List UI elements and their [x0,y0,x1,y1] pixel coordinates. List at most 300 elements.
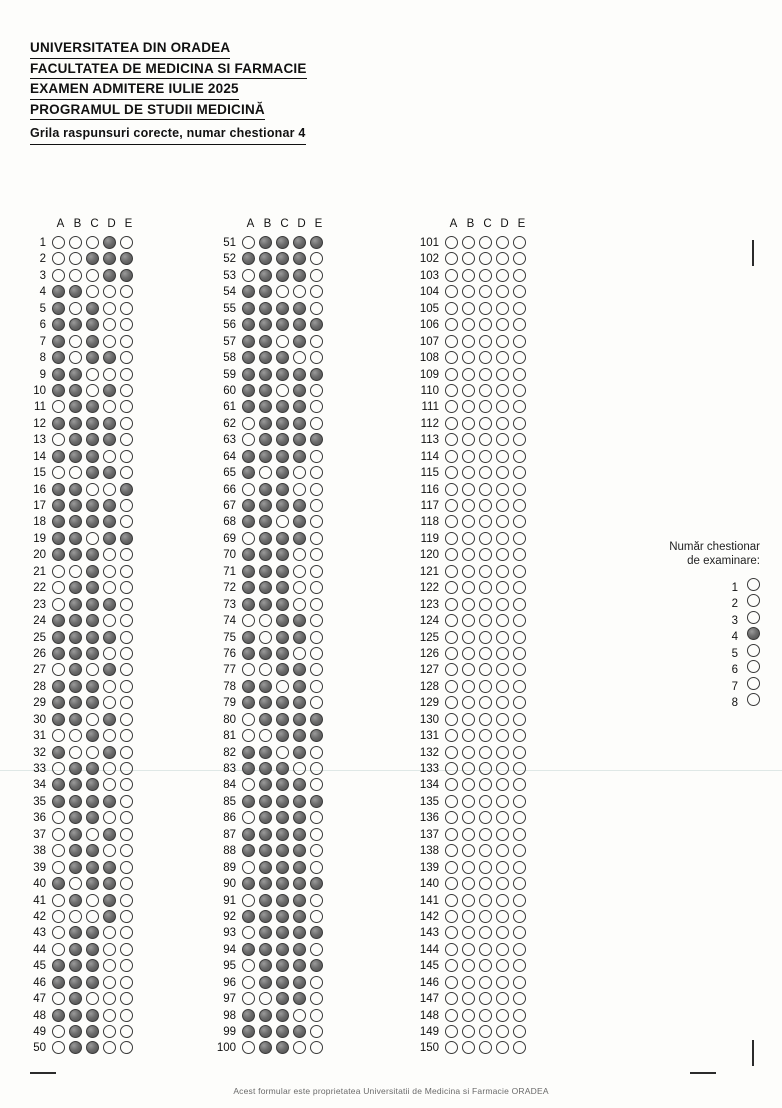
bubble-129-a[interactable] [445,696,458,709]
bubble-7-b[interactable] [69,335,82,348]
bubble-74-b[interactable] [259,614,272,627]
bubble-113-a[interactable] [445,433,458,446]
bubble-16-b[interactable] [69,483,82,496]
bubble-123-a[interactable] [445,598,458,611]
bubble-65-a[interactable] [242,466,255,479]
bubble-86-a[interactable] [242,811,255,824]
bubble-52-c[interactable] [276,252,289,265]
bubble-115-a[interactable] [445,466,458,479]
bubble-25-d[interactable] [103,631,116,644]
bubble-22-c[interactable] [86,581,99,594]
bubble-4-d[interactable] [103,285,116,298]
bubble-90-b[interactable] [259,877,272,890]
bubble-65-d[interactable] [293,466,306,479]
bubble-20-b[interactable] [69,548,82,561]
bubble-59-b[interactable] [259,368,272,381]
bubble-10-e[interactable] [120,384,133,397]
bubble-106-c[interactable] [479,318,492,331]
bubble-55-c[interactable] [276,302,289,315]
bubble-108-c[interactable] [479,351,492,364]
bubble-149-e[interactable] [513,1025,526,1038]
bubble-60-a[interactable] [242,384,255,397]
bubble-126-e[interactable] [513,647,526,660]
bubble-117-c[interactable] [479,499,492,512]
bubble-149-c[interactable] [479,1025,492,1038]
bubble-19-e[interactable] [120,532,133,545]
bubble-14-a[interactable] [52,450,65,463]
bubble-40-c[interactable] [86,877,99,890]
bubble-130-c[interactable] [479,713,492,726]
bubble-89-c[interactable] [276,861,289,874]
bubble-75-b[interactable] [259,631,272,644]
bubble-129-b[interactable] [462,696,475,709]
bubble-135-b[interactable] [462,795,475,808]
bubble-105-e[interactable] [513,302,526,315]
bubble-70-e[interactable] [310,548,323,561]
bubble-76-a[interactable] [242,647,255,660]
bubble-52-e[interactable] [310,252,323,265]
bubble-80-a[interactable] [242,713,255,726]
bubble-123-d[interactable] [496,598,509,611]
bubble-32-d[interactable] [103,746,116,759]
bubble-47-e[interactable] [120,992,133,1005]
bubble-36-d[interactable] [103,811,116,824]
bubble-19-c[interactable] [86,532,99,545]
bubble-34-e[interactable] [120,778,133,791]
bubble-145-d[interactable] [496,959,509,972]
bubble-119-b[interactable] [462,532,475,545]
bubble-37-b[interactable] [69,828,82,841]
bubble-17-c[interactable] [86,499,99,512]
bubble-44-e[interactable] [120,943,133,956]
bubble-26-c[interactable] [86,647,99,660]
bubble-52-b[interactable] [259,252,272,265]
bubble-110-e[interactable] [513,384,526,397]
bubble-94-e[interactable] [310,943,323,956]
bubble-74-d[interactable] [293,614,306,627]
bubble-87-d[interactable] [293,828,306,841]
bubble-85-c[interactable] [276,795,289,808]
bubble-47-a[interactable] [52,992,65,1005]
bubble-31-b[interactable] [69,729,82,742]
bubble-24-c[interactable] [86,614,99,627]
bubble-46-b[interactable] [69,976,82,989]
bubble-130-b[interactable] [462,713,475,726]
bubble-105-c[interactable] [479,302,492,315]
bubble-22-d[interactable] [103,581,116,594]
bubble-140-e[interactable] [513,877,526,890]
bubble-86-c[interactable] [276,811,289,824]
bubble-9-d[interactable] [103,368,116,381]
bubble-54-a[interactable] [242,285,255,298]
bubble-26-d[interactable] [103,647,116,660]
bubble-28-a[interactable] [52,680,65,693]
bubble-89-a[interactable] [242,861,255,874]
bubble-91-d[interactable] [293,894,306,907]
bubble-66-c[interactable] [276,483,289,496]
bubble-149-a[interactable] [445,1025,458,1038]
bubble-108-a[interactable] [445,351,458,364]
bubble-125-c[interactable] [479,631,492,644]
bubble-31-d[interactable] [103,729,116,742]
bubble-36-e[interactable] [120,811,133,824]
bubble-122-a[interactable] [445,581,458,594]
bubble-98-b[interactable] [259,1009,272,1022]
bubble-5-c[interactable] [86,302,99,315]
bubble-41-d[interactable] [103,894,116,907]
bubble-71-e[interactable] [310,565,323,578]
bubble-5-b[interactable] [69,302,82,315]
bubble-104-e[interactable] [513,285,526,298]
bubble-105-d[interactable] [496,302,509,315]
bubble-94-a[interactable] [242,943,255,956]
bubble-6-a[interactable] [52,318,65,331]
bubble-40-e[interactable] [120,877,133,890]
bubble-43-c[interactable] [86,926,99,939]
bubble-21-c[interactable] [86,565,99,578]
bubble-126-b[interactable] [462,647,475,660]
bubble-3-e[interactable] [120,269,133,282]
bubble-28-e[interactable] [120,680,133,693]
bubble-131-b[interactable] [462,729,475,742]
bubble-111-b[interactable] [462,400,475,413]
bubble-136-a[interactable] [445,811,458,824]
bubble-8-e[interactable] [120,351,133,364]
bubble-138-d[interactable] [496,844,509,857]
bubble-128-e[interactable] [513,680,526,693]
bubble-127-a[interactable] [445,663,458,676]
bubble-83-a[interactable] [242,762,255,775]
questionnaire-bubble-8[interactable] [747,693,760,706]
bubble-142-e[interactable] [513,910,526,923]
bubble-95-b[interactable] [259,959,272,972]
bubble-57-d[interactable] [293,335,306,348]
bubble-49-d[interactable] [103,1025,116,1038]
bubble-138-c[interactable] [479,844,492,857]
bubble-50-c[interactable] [86,1041,99,1054]
bubble-20-d[interactable] [103,548,116,561]
bubble-103-c[interactable] [479,269,492,282]
bubble-18-c[interactable] [86,515,99,528]
bubble-39-c[interactable] [86,861,99,874]
bubble-64-e[interactable] [310,450,323,463]
bubble-6-b[interactable] [69,318,82,331]
bubble-62-b[interactable] [259,417,272,430]
bubble-84-e[interactable] [310,778,323,791]
bubble-76-e[interactable] [310,647,323,660]
bubble-134-a[interactable] [445,778,458,791]
bubble-48-c[interactable] [86,1009,99,1022]
bubble-42-d[interactable] [103,910,116,923]
bubble-21-d[interactable] [103,565,116,578]
bubble-8-a[interactable] [52,351,65,364]
bubble-67-c[interactable] [276,499,289,512]
bubble-80-d[interactable] [293,713,306,726]
bubble-60-c[interactable] [276,384,289,397]
bubble-100-c[interactable] [276,1041,289,1054]
bubble-13-a[interactable] [52,433,65,446]
bubble-18-a[interactable] [52,515,65,528]
bubble-93-d[interactable] [293,926,306,939]
bubble-118-c[interactable] [479,515,492,528]
bubble-146-c[interactable] [479,976,492,989]
bubble-132-e[interactable] [513,746,526,759]
bubble-109-b[interactable] [462,368,475,381]
bubble-2-e[interactable] [120,252,133,265]
bubble-71-a[interactable] [242,565,255,578]
bubble-108-e[interactable] [513,351,526,364]
bubble-51-d[interactable] [293,236,306,249]
bubble-95-c[interactable] [276,959,289,972]
bubble-126-d[interactable] [496,647,509,660]
bubble-84-a[interactable] [242,778,255,791]
bubble-22-b[interactable] [69,581,82,594]
bubble-88-e[interactable] [310,844,323,857]
bubble-111-a[interactable] [445,400,458,413]
bubble-78-d[interactable] [293,680,306,693]
bubble-111-e[interactable] [513,400,526,413]
bubble-16-a[interactable] [52,483,65,496]
bubble-26-b[interactable] [69,647,82,660]
bubble-45-c[interactable] [86,959,99,972]
bubble-68-b[interactable] [259,515,272,528]
bubble-55-d[interactable] [293,302,306,315]
bubble-27-b[interactable] [69,663,82,676]
bubble-84-b[interactable] [259,778,272,791]
bubble-18-b[interactable] [69,515,82,528]
bubble-81-a[interactable] [242,729,255,742]
bubble-33-d[interactable] [103,762,116,775]
bubble-74-e[interactable] [310,614,323,627]
bubble-101-b[interactable] [462,236,475,249]
bubble-84-d[interactable] [293,778,306,791]
bubble-77-e[interactable] [310,663,323,676]
bubble-90-e[interactable] [310,877,323,890]
bubble-102-c[interactable] [479,252,492,265]
bubble-64-b[interactable] [259,450,272,463]
bubble-9-a[interactable] [52,368,65,381]
bubble-20-c[interactable] [86,548,99,561]
bubble-42-e[interactable] [120,910,133,923]
bubble-78-a[interactable] [242,680,255,693]
bubble-76-d[interactable] [293,647,306,660]
bubble-122-d[interactable] [496,581,509,594]
bubble-74-c[interactable] [276,614,289,627]
bubble-103-d[interactable] [496,269,509,282]
bubble-95-d[interactable] [293,959,306,972]
bubble-57-e[interactable] [310,335,323,348]
bubble-118-a[interactable] [445,515,458,528]
bubble-53-c[interactable] [276,269,289,282]
bubble-95-a[interactable] [242,959,255,972]
bubble-141-b[interactable] [462,894,475,907]
bubble-41-c[interactable] [86,894,99,907]
bubble-26-e[interactable] [120,647,133,660]
bubble-62-c[interactable] [276,417,289,430]
bubble-95-e[interactable] [310,959,323,972]
bubble-8-d[interactable] [103,351,116,364]
bubble-50-e[interactable] [120,1041,133,1054]
bubble-26-a[interactable] [52,647,65,660]
bubble-73-c[interactable] [276,598,289,611]
questionnaire-bubble-5[interactable] [747,644,760,657]
bubble-63-e[interactable] [310,433,323,446]
bubble-23-d[interactable] [103,598,116,611]
questionnaire-bubble-7[interactable] [747,677,760,690]
bubble-73-a[interactable] [242,598,255,611]
bubble-21-b[interactable] [69,565,82,578]
bubble-69-a[interactable] [242,532,255,545]
bubble-88-d[interactable] [293,844,306,857]
bubble-40-d[interactable] [103,877,116,890]
bubble-133-e[interactable] [513,762,526,775]
bubble-91-e[interactable] [310,894,323,907]
bubble-62-e[interactable] [310,417,323,430]
bubble-13-c[interactable] [86,433,99,446]
bubble-132-d[interactable] [496,746,509,759]
bubble-97-e[interactable] [310,992,323,1005]
bubble-2-b[interactable] [69,252,82,265]
bubble-80-c[interactable] [276,713,289,726]
bubble-75-c[interactable] [276,631,289,644]
bubble-16-c[interactable] [86,483,99,496]
bubble-46-c[interactable] [86,976,99,989]
bubble-86-b[interactable] [259,811,272,824]
bubble-56-a[interactable] [242,318,255,331]
bubble-110-a[interactable] [445,384,458,397]
bubble-48-b[interactable] [69,1009,82,1022]
bubble-42-c[interactable] [86,910,99,923]
bubble-89-b[interactable] [259,861,272,874]
bubble-14-d[interactable] [103,450,116,463]
bubble-118-b[interactable] [462,515,475,528]
bubble-78-c[interactable] [276,680,289,693]
bubble-87-a[interactable] [242,828,255,841]
bubble-28-c[interactable] [86,680,99,693]
bubble-40-b[interactable] [69,877,82,890]
bubble-146-d[interactable] [496,976,509,989]
bubble-4-e[interactable] [120,285,133,298]
bubble-141-e[interactable] [513,894,526,907]
bubble-62-a[interactable] [242,417,255,430]
bubble-54-b[interactable] [259,285,272,298]
bubble-108-d[interactable] [496,351,509,364]
bubble-149-d[interactable] [496,1025,509,1038]
bubble-52-a[interactable] [242,252,255,265]
questionnaire-bubble-2[interactable] [747,594,760,607]
bubble-81-e[interactable] [310,729,323,742]
bubble-115-b[interactable] [462,466,475,479]
bubble-52-d[interactable] [293,252,306,265]
bubble-67-d[interactable] [293,499,306,512]
bubble-69-c[interactable] [276,532,289,545]
bubble-138-b[interactable] [462,844,475,857]
bubble-120-d[interactable] [496,548,509,561]
bubble-132-c[interactable] [479,746,492,759]
bubble-37-c[interactable] [86,828,99,841]
bubble-1-e[interactable] [120,236,133,249]
bubble-108-b[interactable] [462,351,475,364]
bubble-121-c[interactable] [479,565,492,578]
bubble-42-b[interactable] [69,910,82,923]
bubble-103-e[interactable] [513,269,526,282]
bubble-57-a[interactable] [242,335,255,348]
bubble-58-e[interactable] [310,351,323,364]
bubble-78-e[interactable] [310,680,323,693]
bubble-127-d[interactable] [496,663,509,676]
bubble-69-b[interactable] [259,532,272,545]
bubble-119-c[interactable] [479,532,492,545]
bubble-144-b[interactable] [462,943,475,956]
bubble-53-b[interactable] [259,269,272,282]
bubble-140-a[interactable] [445,877,458,890]
bubble-148-a[interactable] [445,1009,458,1022]
bubble-39-e[interactable] [120,861,133,874]
bubble-45-b[interactable] [69,959,82,972]
bubble-34-b[interactable] [69,778,82,791]
bubble-50-b[interactable] [69,1041,82,1054]
bubble-90-d[interactable] [293,877,306,890]
bubble-128-d[interactable] [496,680,509,693]
bubble-46-e[interactable] [120,976,133,989]
bubble-25-b[interactable] [69,631,82,644]
bubble-79-e[interactable] [310,696,323,709]
bubble-77-c[interactable] [276,663,289,676]
bubble-139-b[interactable] [462,861,475,874]
bubble-140-d[interactable] [496,877,509,890]
bubble-144-a[interactable] [445,943,458,956]
bubble-143-e[interactable] [513,926,526,939]
bubble-35-b[interactable] [69,795,82,808]
bubble-92-e[interactable] [310,910,323,923]
bubble-14-e[interactable] [120,450,133,463]
bubble-2-c[interactable] [86,252,99,265]
bubble-17-e[interactable] [120,499,133,512]
bubble-65-e[interactable] [310,466,323,479]
bubble-78-b[interactable] [259,680,272,693]
bubble-93-a[interactable] [242,926,255,939]
bubble-89-e[interactable] [310,861,323,874]
bubble-129-c[interactable] [479,696,492,709]
bubble-144-d[interactable] [496,943,509,956]
bubble-45-d[interactable] [103,959,116,972]
bubble-70-a[interactable] [242,548,255,561]
bubble-92-a[interactable] [242,910,255,923]
bubble-143-a[interactable] [445,926,458,939]
bubble-50-d[interactable] [103,1041,116,1054]
bubble-125-a[interactable] [445,631,458,644]
bubble-92-c[interactable] [276,910,289,923]
bubble-116-a[interactable] [445,483,458,496]
bubble-11-d[interactable] [103,400,116,413]
bubble-60-e[interactable] [310,384,323,397]
bubble-117-a[interactable] [445,499,458,512]
bubble-36-a[interactable] [52,811,65,824]
bubble-27-a[interactable] [52,663,65,676]
bubble-73-b[interactable] [259,598,272,611]
bubble-83-c[interactable] [276,762,289,775]
bubble-131-a[interactable] [445,729,458,742]
bubble-38-e[interactable] [120,844,133,857]
bubble-124-c[interactable] [479,614,492,627]
bubble-42-a[interactable] [52,910,65,923]
bubble-19-a[interactable] [52,532,65,545]
bubble-31-c[interactable] [86,729,99,742]
bubble-58-b[interactable] [259,351,272,364]
bubble-67-a[interactable] [242,499,255,512]
bubble-139-a[interactable] [445,861,458,874]
bubble-33-a[interactable] [52,762,65,775]
